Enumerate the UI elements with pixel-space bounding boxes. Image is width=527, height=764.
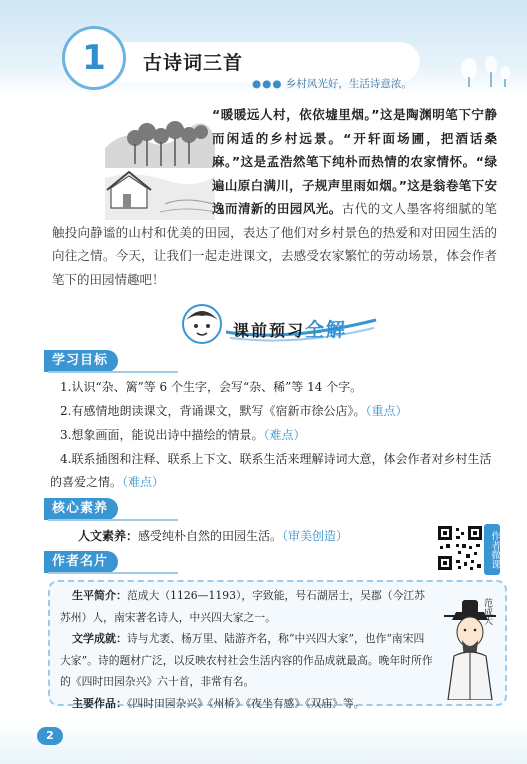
- author-life-label: 生平简介：: [72, 589, 127, 602]
- goal-item-4: [50, 448, 500, 494]
- intro-quote-3: “绿遍山原白满川，子规声里雨如烟。”: [212, 154, 497, 193]
- author-achievement-label: 文学成就：: [72, 632, 127, 645]
- goal-text: 2.有感情地朗读课文，背诵课文，默写《宿新市徐公店》。: [60, 404, 366, 418]
- literacy-note: （审美创造）: [282, 529, 349, 543]
- lesson-number: 1: [82, 38, 106, 78]
- qr-code-icon[interactable]: [436, 524, 484, 572]
- goal-note: （重点）: [365, 404, 408, 418]
- author-life: [60, 585, 435, 628]
- subtitle-text: 乡村风光好，生活诗意浓。: [285, 78, 412, 90]
- tree-decoration-icon: [455, 55, 515, 89]
- author-achievement-text: 诗与尤袤、杨万里、陆游齐名，称“中兴四大家”，也作“南宋四大家”。诗的题材广泛，以反映农村社会生活内容的作品成就最高。晚年时所作的《四时田园杂兴》六十首，非常有名。: [60, 632, 433, 688]
- intro-text-2: 这是孟浩然笔下纯朴而热情的农家情怀。: [240, 154, 476, 169]
- author-works-text: 《四时田园杂兴》《州桥》《夜坐有感》《双庙》等。: [127, 696, 365, 710]
- goal-item-2: [60, 400, 407, 423]
- intro-paragraph: [52, 103, 497, 291]
- goal-note: （难点）: [263, 428, 306, 442]
- intro-quote-1: “暖暖远人村，依依墟里烟。”: [212, 107, 380, 122]
- author-portrait-name: 范成大: [482, 598, 492, 625]
- literacy-line: [78, 527, 348, 544]
- intro-quote-2: “开轩面场圃，把酒话桑麻。”: [212, 130, 497, 169]
- intro-image-space: [52, 103, 212, 215]
- goal-note: （难点）: [122, 475, 165, 489]
- author-card-text: [60, 585, 435, 714]
- goal-item-1: [60, 376, 362, 399]
- core-literacy-underline: [48, 519, 178, 521]
- author-works-label: 主要作品：: [72, 696, 127, 710]
- lesson-number-badge: [62, 26, 126, 90]
- literacy-label: 人文素养：: [78, 529, 139, 543]
- author-life-text: 范成大（1126—1193），字致能，号石湖居士，吴郡（今江苏苏州）人，南宋著名诗人，中兴四大家之一。: [60, 589, 425, 624]
- author-card-tag: 作者名片: [44, 551, 118, 573]
- core-literacy-tag: 核心素养: [44, 498, 118, 520]
- lesson-subtitle: [252, 76, 412, 91]
- lesson-title: 古诗词三首: [143, 52, 244, 74]
- author-achievement: [60, 628, 435, 693]
- intro-body: 古代的文人墨客将细腻的笔触投向静谧的山村和优美的田园，表达了他们对乡村景色的热爱和对田园生活的向往之情。今天，让我们一起走进课文，去感受农家繁忙的劳动场景，体会作者笔下的田园情趣吧！: [52, 201, 497, 287]
- literacy-text: 感受纯朴自然的田园生活。: [138, 529, 283, 543]
- intro-text-1: 这是陶渊明笔下宁静而闲适的乡村远景。: [212, 107, 497, 146]
- author-works: [60, 693, 435, 715]
- preview-heading-emphasis: 全解: [305, 319, 348, 341]
- author-card-underline: [48, 572, 178, 574]
- subtitle-dots: ●●●: [252, 78, 283, 90]
- preview-heading: [233, 315, 347, 342]
- learning-goals-tag: 学习目标: [44, 350, 118, 372]
- goal-text: 4.联系插图和注释、联系上下文、联系生活来理解诗词大意，体会作者对乡村生活的喜爱之情。: [50, 452, 492, 489]
- goal-text: 3.想象画面，能说出诗中描绘的情景。: [60, 428, 264, 442]
- page-number: 2: [37, 727, 63, 745]
- qr-code-label: 作者微课: [484, 524, 500, 575]
- goal-text: 1.认识“杂、篱”等 6 个生字，会写“杂、稀”等 14 个字。: [60, 380, 363, 394]
- footer-band: [0, 720, 527, 764]
- goal-item-3: [60, 424, 305, 447]
- learning-goals-underline: [48, 371, 178, 373]
- preview-heading-label: 课前预习: [233, 321, 306, 340]
- intro-text-3: 这是翁卷笔下安逸而清新的田园风光。: [212, 177, 497, 216]
